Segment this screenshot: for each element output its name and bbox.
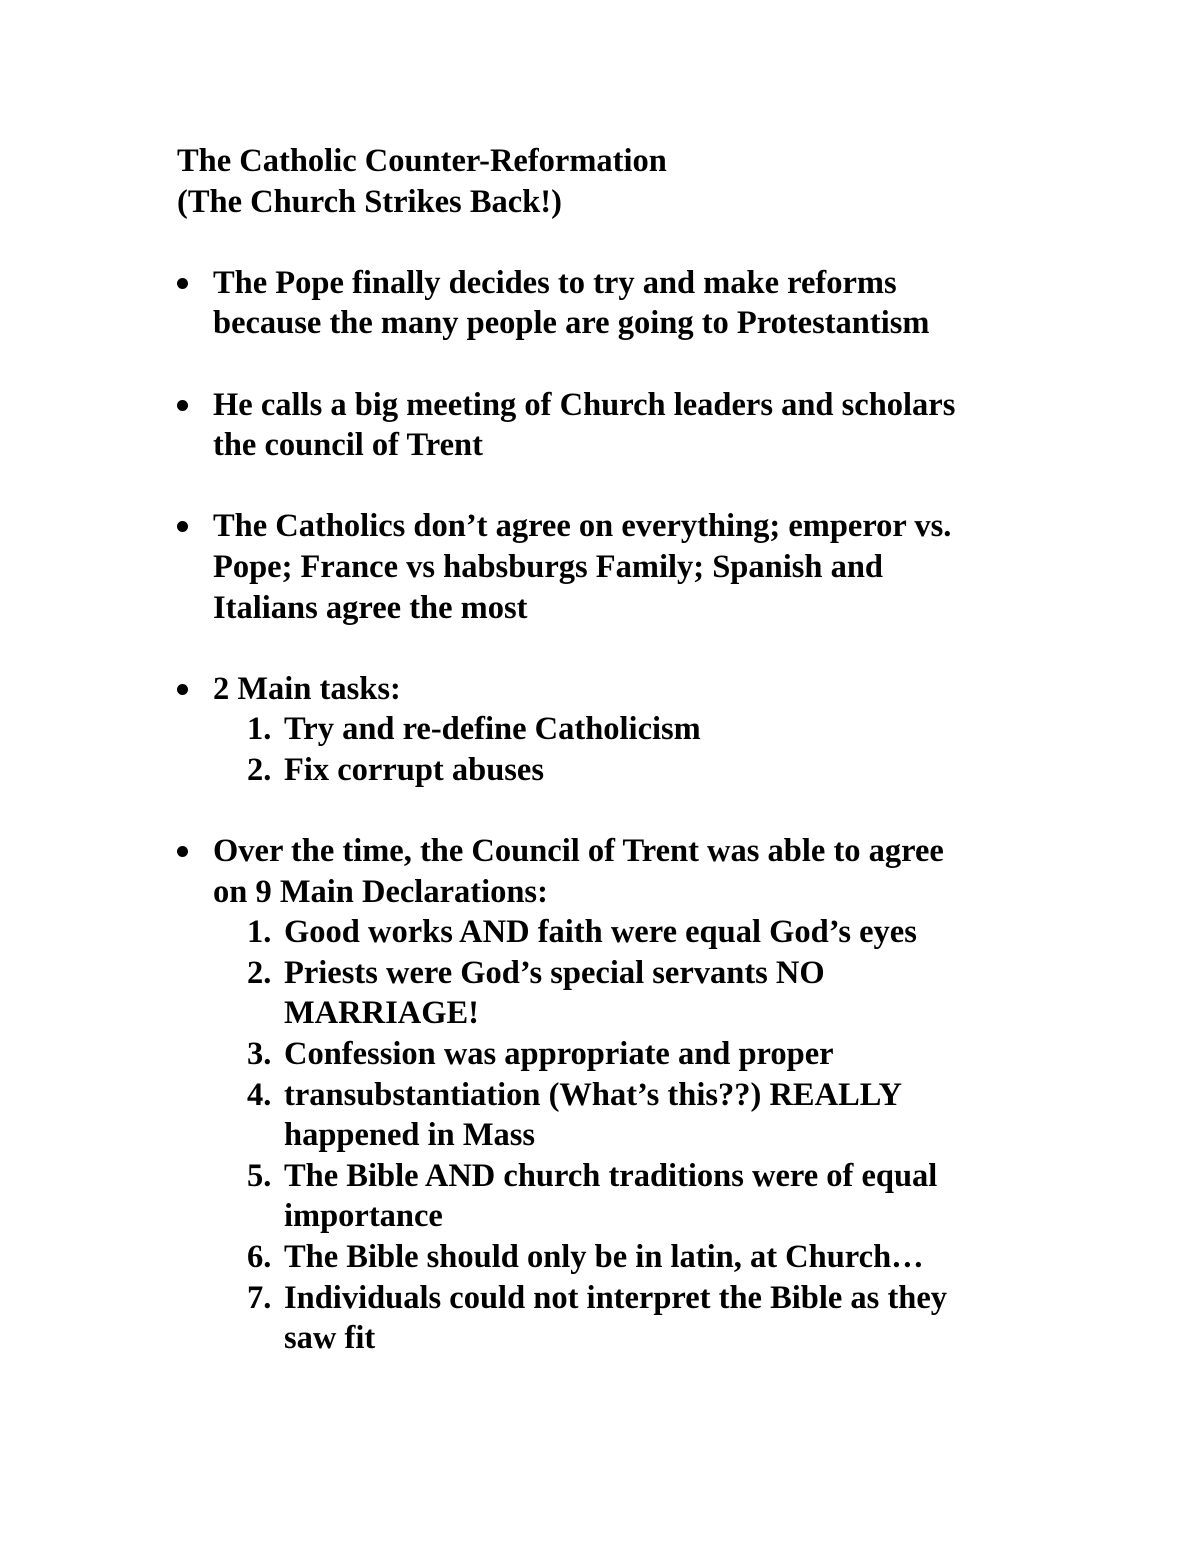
bullet-text-line: because the many people are going to Protestantism <box>213 305 930 342</box>
bullet-item <box>177 669 1057 791</box>
numbered-item-marker: 6. <box>247 1239 272 1276</box>
numbered-item-marker: 1. <box>247 914 272 951</box>
bullet-item <box>177 385 1057 466</box>
numbered-item-marker: 1. <box>247 711 272 748</box>
numbered-item-marker: 4. <box>247 1076 272 1113</box>
numbered-item-text-line: Confession was appropriate and proper <box>284 1036 834 1073</box>
numbered-item <box>213 953 1057 1034</box>
numbered-item <box>213 1278 1057 1359</box>
bullet-text-line: The Catholics don’t agree on everything; emperor vs. <box>213 508 952 545</box>
numbered-item-text-line: Try and re-define Catholicism <box>284 711 701 748</box>
bullet-text-line: on 9 Main Declarations: <box>213 873 548 910</box>
document-content <box>177 141 1057 1359</box>
numbered-item <box>213 1156 1057 1237</box>
numbered-item <box>213 709 1057 750</box>
numbered-item-marker: 2. <box>247 751 272 788</box>
bullet-text-line: Italians agree the most <box>213 589 528 626</box>
numbered-item-text-line: The Bible AND church traditions were of equal <box>284 1157 938 1194</box>
bullet-item <box>177 263 1057 344</box>
bullet-text-line: He calls a big meeting of Church leaders and scholars <box>213 386 956 423</box>
bullet-text-line: The Pope finally decides to try and make reforms <box>213 264 897 301</box>
numbered-item-text-line: MARRIAGE! <box>284 995 479 1032</box>
numbered-item-text-line: transubstantiation (What’s this??) REALLY <box>284 1076 902 1113</box>
numbered-item-text-line: happened in Mass <box>284 1117 536 1154</box>
bullet-list <box>177 263 1057 1359</box>
numbered-item-text-line: Individuals could not interpret the Bible as they <box>284 1279 948 1316</box>
numbered-item-marker: 7. <box>247 1279 272 1316</box>
numbered-item <box>213 1075 1057 1156</box>
bullet-item <box>177 506 1057 628</box>
numbered-item-marker: 5. <box>247 1157 272 1194</box>
document-title: The Catholic Counter-Reformation <box>177 143 667 179</box>
numbered-item-text-line: saw fit <box>284 1320 376 1357</box>
numbered-item <box>213 750 1057 791</box>
numbered-item <box>213 1034 1057 1075</box>
numbered-item-marker: 2. <box>247 954 272 991</box>
bullet-text-line: 2 Main tasks: <box>213 670 401 707</box>
numbered-list <box>213 912 1057 1359</box>
numbered-item <box>213 912 1057 953</box>
numbered-item-text-line: Good works AND faith were equal God’s eyes <box>284 914 917 951</box>
numbered-item-text-line: The Bible should only be in latin, at Church… <box>284 1239 924 1276</box>
numbered-item-text-line: importance <box>284 1198 443 1235</box>
numbered-item <box>213 1237 1057 1278</box>
bullet-item <box>177 831 1057 1359</box>
bullet-text-line: the council of Trent <box>213 427 483 464</box>
bullet-text-line: Over the time, the Council of Trent was able to agree <box>213 833 944 870</box>
numbered-list <box>213 709 1057 790</box>
document-subtitle: (The Church Strikes Back!) <box>177 183 562 220</box>
numbered-item-text-line: Priests were God’s special servants NO <box>284 954 825 991</box>
bullet-text-line: Pope; France vs habsburgs Family; Spanish and <box>213 548 883 585</box>
numbered-item-marker: 3. <box>247 1036 272 1073</box>
numbered-item-text-line: Fix corrupt abuses <box>284 751 544 788</box>
